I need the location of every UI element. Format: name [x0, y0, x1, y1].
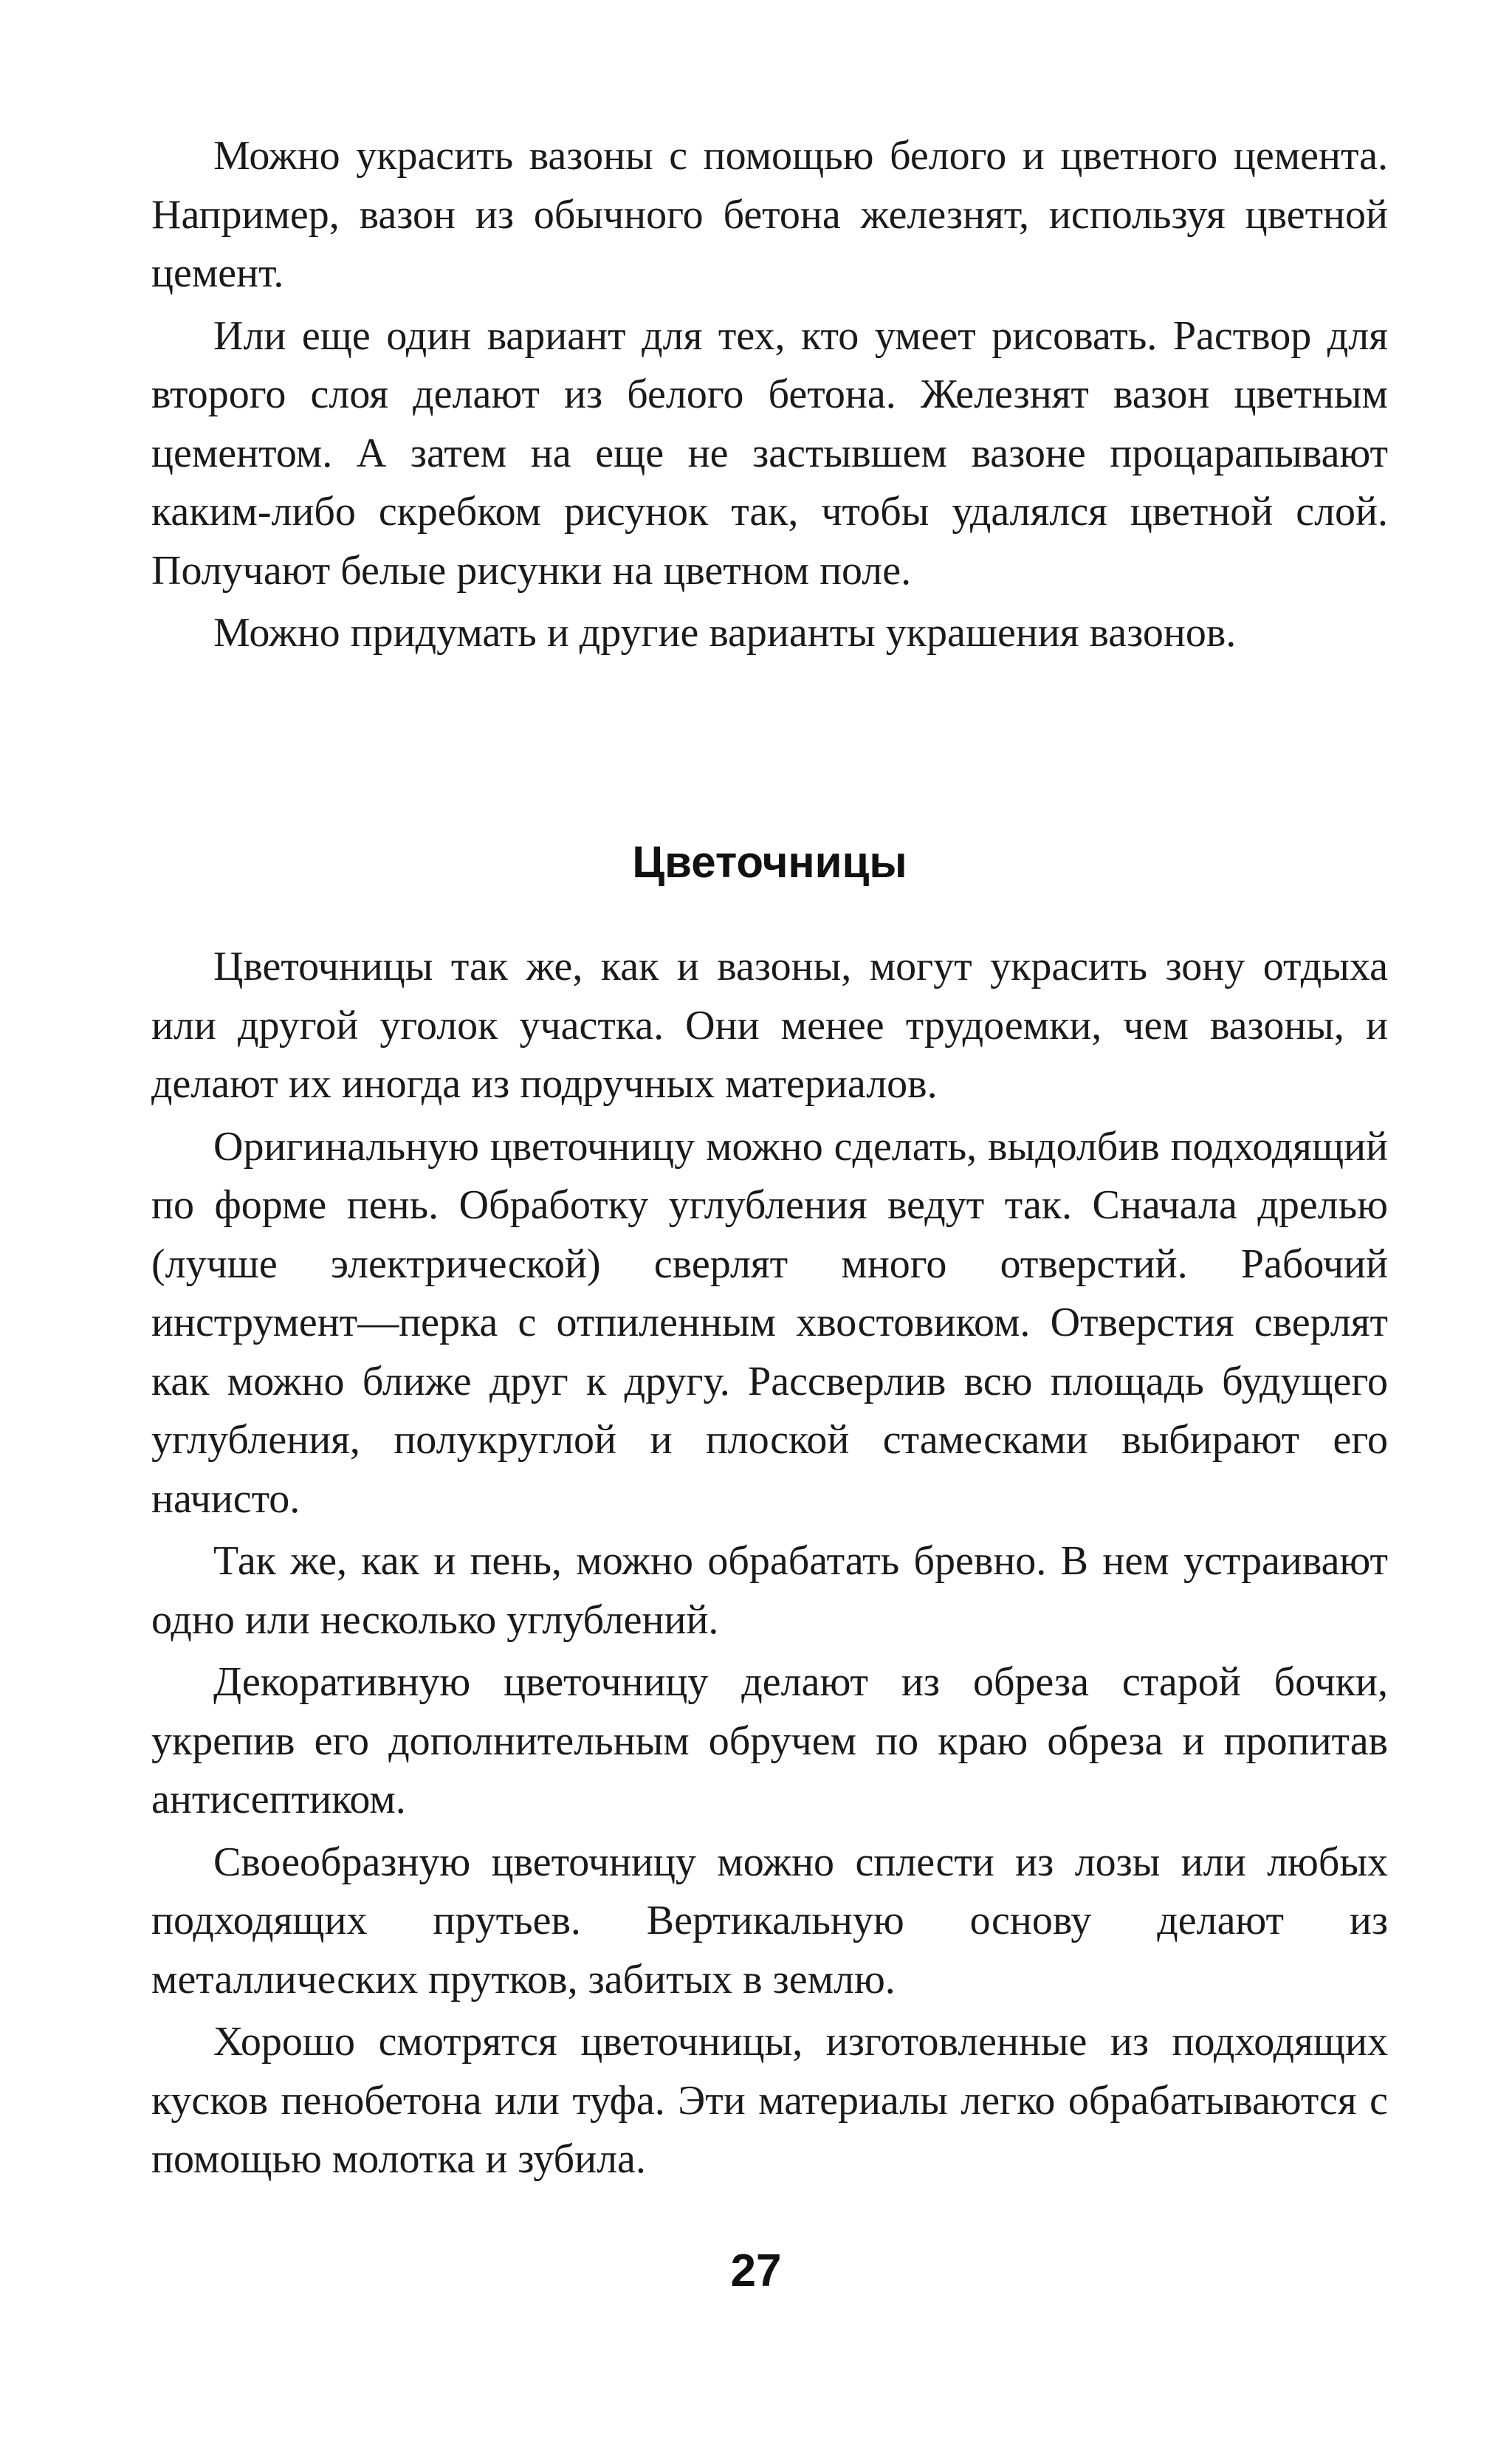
section-text-block: [151, 938, 1388, 2193]
page-number: 27: [730, 2245, 782, 2296]
paragraph: Оригинальную цветочницу можно сделать, выдолбив подходящий по форме пень. Обработку углубления ведут так. Сначала дрелью (лучше электрической) сверлят много отверстий. Рабочий инструмент—перка с отпиленным хвостовиком. Отверстия сверлят как можно ближе друг к другу. Рассверлив всю площадь будущего углубления, полукруглой и плоской стамесками выбирают его начисто.: [151, 1123, 1388, 1522]
paragraph: Так же, как и пень, можно обрабатать бревно. В нем устраивают одно или несколько углублений.: [151, 1538, 1388, 1643]
paragraph: Цветочницы так же, как и вазоны, могут украсить зону отдыха или другой уголок участка. Они менее трудоемки, чем вазоны, и делают их иногда из подручных материалов.: [151, 944, 1388, 1107]
paragraph: Хорошо смотрятся цветочницы, изготовленные из подходящих кусков пенобетона или туфа. Эти материалы легко обрабатываются с помощью молотка и зубила.: [151, 2019, 1388, 2182]
paragraph: Можно украсить вазоны с помощью белого и цветного цемента. Например, вазон из обычного бетона железнят, используя цветной цемент.: [151, 133, 1388, 296]
section-heading: Цветочницы: [632, 837, 907, 887]
paragraph: Можно придумать и другие варианты украшения вазонов.: [213, 610, 1237, 656]
paragraph: Декоративную цветочницу делают из обреза старой бочки, укрепив его дополнительным обручем по краю обреза и пропитав антисептиком.: [151, 1659, 1388, 1822]
paragraph: Своеобразную цветочницу можно сплести из лозы или любых подходящих прутьев. Вертикальную основу делают из металлических прутков, забитых в землю.: [151, 1839, 1388, 2003]
intro-text-block: [151, 127, 1388, 667]
paragraph: Или еще один вариант для тех, кто умеет рисовать. Раствор для второго слоя делают из белого бетона. Железнят вазон цветным цементом. А затем на еще не застывшем вазоне процарапывают каким-либо скребком рисунок так, чтобы удалялся цветной слой. Получают белые рисунки на цветном поле.: [151, 312, 1388, 594]
